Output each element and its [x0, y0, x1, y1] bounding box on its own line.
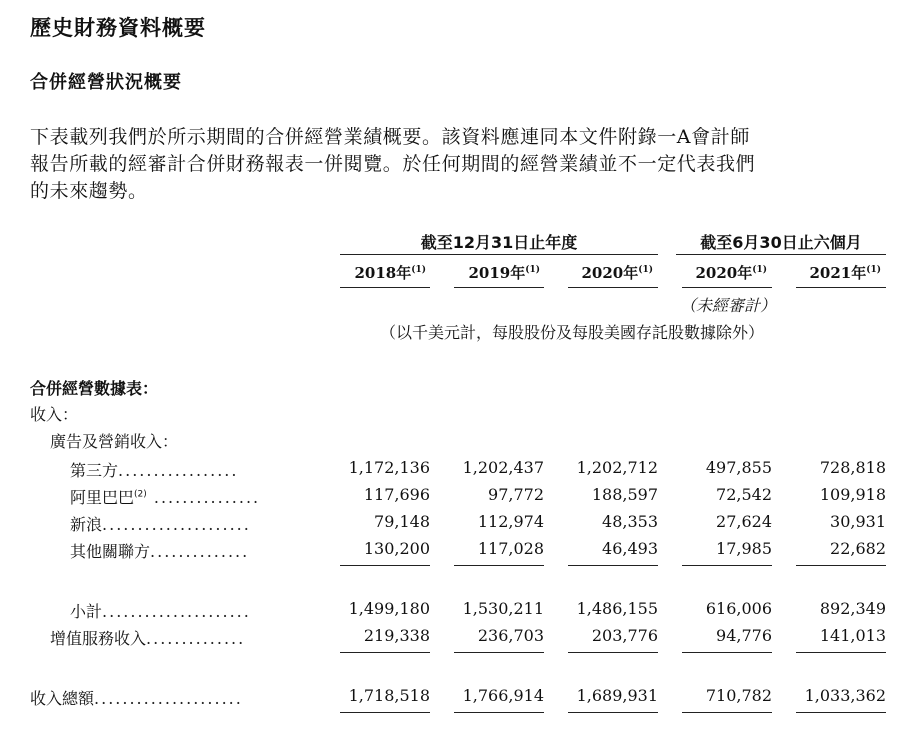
table-cell: 219,338 — [363, 626, 430, 645]
table-cell: 1,689,931 — [576, 686, 658, 705]
total-rule — [340, 652, 430, 653]
total-rule — [568, 652, 658, 653]
table-cell: 72,542 — [716, 485, 772, 504]
group-rule-interim — [676, 254, 886, 255]
year-rule — [340, 287, 430, 288]
year-header: 2021年$^{(1)}$ — [809, 264, 881, 282]
table-cell: 17,985 — [716, 539, 772, 558]
table-cell: 892,349 — [819, 599, 886, 618]
total-rule — [454, 652, 544, 653]
table-cell: 141,013 — [819, 626, 886, 645]
year-rule — [568, 287, 658, 288]
row-label-total-revenue: 收入總額..................... — [30, 689, 243, 708]
table-section-title: 合併經營數據表： — [30, 379, 159, 398]
grand-total-rule — [568, 712, 658, 713]
table-cell: 710,782 — [705, 686, 772, 705]
table-cell: 30,931 — [830, 512, 886, 531]
grand-total-rule — [796, 712, 886, 713]
group-header-interim: 截至6月30日止六個月 — [700, 233, 862, 252]
unaudited-note: （未經審計） — [679, 296, 776, 315]
table-cell: 236,703 — [477, 626, 544, 645]
group-rule-annual — [340, 254, 658, 255]
table-cell: 94,776 — [716, 626, 772, 645]
table-cell: 112,974 — [477, 512, 544, 531]
table-cell: 22,682 — [830, 539, 886, 558]
page-title: 歷史財務資料概要 — [30, 16, 206, 40]
table-cell: 497,855 — [705, 458, 772, 477]
total-rule — [682, 652, 772, 653]
year-header: 2020年$^{(1)}$ — [695, 264, 767, 282]
table-cell: 188,597 — [591, 485, 658, 504]
table-cell: 1,202,437 — [462, 458, 544, 477]
table-cell: 117,028 — [477, 539, 544, 558]
intro-line-3: 的未來趨勢。 — [30, 180, 148, 202]
intro-line-2: 報告所載的經審計合併財務報表一併閱覽。於任何期間的經營業績並不一定代表我們 — [30, 153, 756, 175]
year-header: 2019年$^{(1)}$ — [468, 264, 540, 282]
table-cell: 79,148 — [374, 512, 430, 531]
subtotal-rule — [568, 565, 658, 566]
subtotal-rule — [682, 565, 772, 566]
table-cell: 1,530,211 — [462, 599, 544, 618]
table-cell: 1,718,518 — [348, 686, 430, 705]
table-cell: 728,818 — [819, 458, 886, 477]
ad-revenue-label: 廣告及營銷收入： — [50, 432, 179, 451]
unit-note: （以千美元計，每股股份及每股美國存託股數據除外） — [380, 323, 765, 342]
grand-total-rule — [340, 712, 430, 713]
table-cell: 616,006 — [705, 599, 772, 618]
row-label-subtotal: 小計..................... — [70, 602, 251, 621]
year-header: 2018年$^{(1)}$ — [354, 264, 426, 282]
row-label-alibaba: 阿里巴巴$^{(2)}$ ............... — [70, 488, 261, 507]
year-rule — [796, 287, 886, 288]
section-subtitle: 合併經營狀況概要 — [30, 72, 182, 93]
table-cell: 27,624 — [716, 512, 772, 531]
table-cell: 203,776 — [591, 626, 658, 645]
row-label-sina: 新浪..................... — [70, 515, 251, 534]
year-header: 2020年$^{(1)}$ — [581, 264, 653, 282]
revenue-label: 收入： — [30, 405, 79, 424]
table-cell: 1,486,155 — [576, 599, 658, 618]
year-rule — [682, 287, 772, 288]
subtotal-rule — [340, 565, 430, 566]
table-cell: 48,353 — [602, 512, 658, 531]
table-cell: 1,033,362 — [804, 686, 886, 705]
table-cell: 1,172,136 — [348, 458, 430, 477]
table-cell: 1,499,180 — [348, 599, 430, 618]
group-header-annual: 截至12月31日止年度 — [420, 233, 578, 252]
row-label-third-party: 第三方................. — [70, 461, 239, 480]
total-rule — [796, 652, 886, 653]
year-rule — [454, 287, 544, 288]
intro-line-1: 下表載列我們於所示期間的合併經營業績概要。該資料應連同本文件附錄一A會計師 — [30, 126, 750, 148]
table-cell: 97,772 — [488, 485, 544, 504]
table-cell: 130,200 — [363, 539, 430, 558]
grand-total-rule — [682, 712, 772, 713]
grand-total-rule — [454, 712, 544, 713]
subtotal-rule — [796, 565, 886, 566]
subtotal-rule — [454, 565, 544, 566]
table-cell: 109,918 — [819, 485, 886, 504]
row-label-vas: 增值服務收入.............. — [50, 629, 246, 648]
table-cell: 117,696 — [363, 485, 430, 504]
table-cell: 1,766,914 — [462, 686, 544, 705]
table-cell: 1,202,712 — [576, 458, 658, 477]
table-cell: 46,493 — [602, 539, 658, 558]
row-label-other-related: 其他關聯方.............. — [70, 542, 250, 561]
